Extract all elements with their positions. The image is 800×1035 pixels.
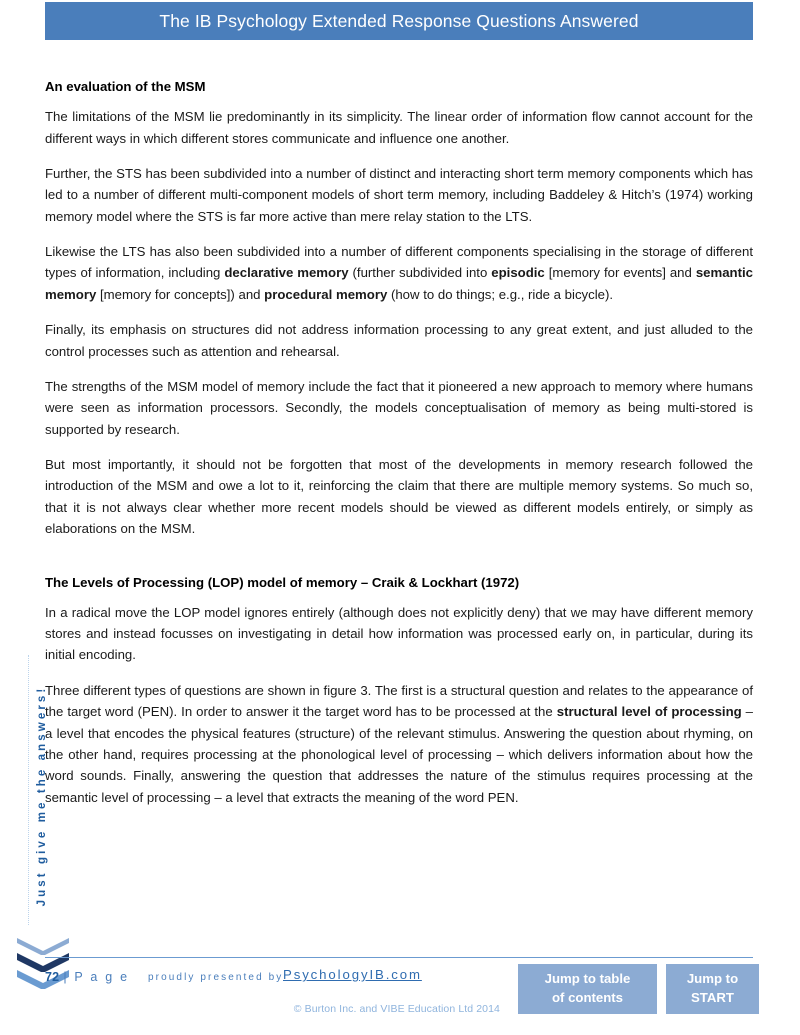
term-procedural-memory: procedural memory xyxy=(264,286,388,302)
text-run: (how to do things; e.g., ride a bicycle). xyxy=(387,286,614,302)
page-number: 72 xyxy=(45,970,60,984)
text-run: [memory for events] and xyxy=(544,265,696,281)
presented-by-label: proudly presented by xyxy=(148,972,284,983)
dotted-divider xyxy=(28,655,29,925)
term-episodic: episodic xyxy=(491,265,545,281)
text-run: Three different types of questions are shown in figure 3. The first is a structural question and relates to the appearance of the target word (PEN). In order to answer it the target word has to be processed at the xyxy=(45,682,753,720)
jump-toc-line2: of contents xyxy=(551,989,624,1005)
document-body xyxy=(45,78,753,808)
paragraph-msm-strengths: The strengths of the MSM model of memory include the fact that it pioneered a new approach to memory where humans were seen as information processors. Secondly, the models conceptualisation of memory as being multi-stored is supported by research. xyxy=(45,378,753,437)
paragraph-lop-intro: In a radical move the LOP model ignores entirely (although does not explicitly deny) that we may have different memory stores and instead focusses on investigating in detail how information was processed early on, in particular, during its initial encoding. xyxy=(45,604,753,663)
text-run: [memory for concepts]) and xyxy=(96,286,265,302)
term-structural-level-of-processing: structural level of processing xyxy=(556,704,742,720)
page-footer xyxy=(45,963,800,1033)
paragraph-structures-emphasis: Finally, its emphasis on structures did not address information processing to any great extent, and just alluded to the control processes such as attention and rehearsal. xyxy=(45,322,753,359)
jump-start-line1: Jump to xyxy=(686,970,739,986)
section-heading-msm-evaluation: An evaluation of the MSM xyxy=(45,79,206,94)
jump-button-group xyxy=(518,964,759,1014)
paragraph-msm-importance: But most importantly, it should not be forgotten that most of the developments in memory research followed the introduction of the MSM and owe a lot to it, reinforcing the claim that there are multiple memory systems. So much so, that it is not always clear whether more recent models should be viewed as different models entirely, or simply as elaborations on the MSM. xyxy=(45,457,753,537)
jump-start-line2: START xyxy=(691,989,734,1005)
text-run: Likewise the LTS has also been subdivided into a number of different components specialising in the storage of different types of information, including xyxy=(45,244,753,281)
text-run: – a level that encodes the physical features (structure) of the relevant stimulus. Answering the question about rhyming, on the other hand, requires processing at the phonological level of processing – which delivers information about how the word sounds. Finally, answering the question that addresses the nature of the stimulus requires processing at the semantic level of processing – a level that extracts the meaning of the word PEN. xyxy=(45,704,754,805)
paragraph-lts-subdivided xyxy=(45,241,753,305)
jump-to-start-button[interactable] xyxy=(666,964,759,1014)
jump-to-table-of-contents-button[interactable] xyxy=(518,964,657,1014)
copyright-notice: © Burton Inc. and VIBE Education Ltd 2014 xyxy=(293,1003,500,1015)
paragraph-sts-subdivided: Further, the STS has been subdivided into a number of distinct and interacting short term memory components which has led to a number of different multi-component models of short term memory, including Baddeley & Hitch’s (1974) working memory model where the STS is far more active than mere relay station to the LTS. xyxy=(45,165,753,224)
section-heading-lop-model: The Levels of Processing (LOP) model of memory – Craik & Lockhart (1972) xyxy=(45,574,520,590)
left-side-rail xyxy=(0,0,48,1035)
page-title: The IB Psychology Extended Response Questions Answered xyxy=(159,10,639,31)
term-semantic-memory: semantic memory xyxy=(45,265,753,302)
term-declarative-memory: declarative memory xyxy=(224,265,349,281)
paragraph-msm-limitations: The limitations of the MSM lie predominantly in its simplicity. The linear order of information flow cannot account for the different ways in which different stores communicate and influence one another. xyxy=(45,109,753,146)
side-tab-label: Just give me the answers! xyxy=(36,685,48,907)
footer-divider xyxy=(45,957,753,958)
psychologyib-link[interactable]: PsychologyIB.com xyxy=(283,967,422,982)
text-run: (further subdivided into xyxy=(348,265,492,281)
page-number-group xyxy=(45,970,129,984)
page-label: | P a g e xyxy=(63,970,130,984)
jump-toc-line1: Jump to table xyxy=(544,970,631,986)
paragraph-question-types xyxy=(45,680,753,808)
page-header-banner xyxy=(45,2,753,40)
